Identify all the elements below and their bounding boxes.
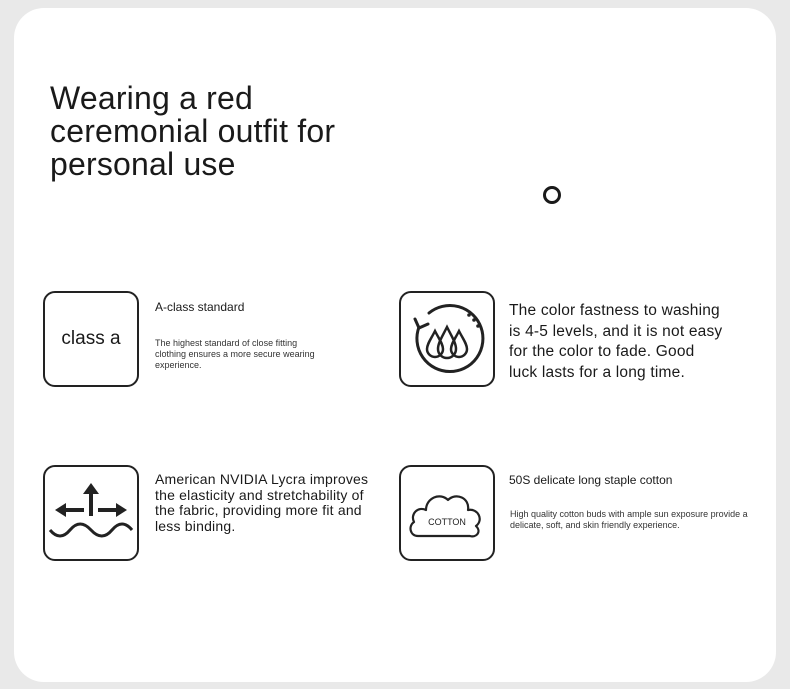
stretch-icon-box — [43, 465, 139, 561]
cloud-icon — [404, 470, 490, 556]
wash-water-drops-icon — [407, 299, 487, 379]
cotton-icon-box — [399, 465, 495, 561]
circle-icon — [543, 186, 561, 204]
lycra-description: American NVIDIA Lycra improves the elasticity and stretchability of the fabric, providing more fit and less binding. — [155, 471, 369, 534]
class-a-description: The highest standard of close fitting clothing ensures a more secure wearing experience. — [155, 338, 315, 370]
class-a-label: class a — [61, 328, 121, 349]
page-title: Wearing a red ceremonial outfit for personal use — [50, 80, 336, 182]
color-fastness-description: The color fastness to washing is 4-5 levels, and it is not easy for the color to fade. Good luck lasts for a long time. — [509, 302, 723, 381]
stretch-arrows-icon — [48, 470, 134, 556]
cotton-label: COTTON — [428, 517, 466, 527]
class-a-badge — [43, 291, 139, 387]
cotton-title: 50S delicate long staple cotton — [509, 473, 673, 487]
cotton-description: High quality cotton buds with ample sun exposure provide a delicate, soft, and skin friendly experience. — [510, 509, 748, 530]
wash-icon-box — [399, 291, 495, 387]
class-a-title: A-class standard — [155, 300, 245, 314]
